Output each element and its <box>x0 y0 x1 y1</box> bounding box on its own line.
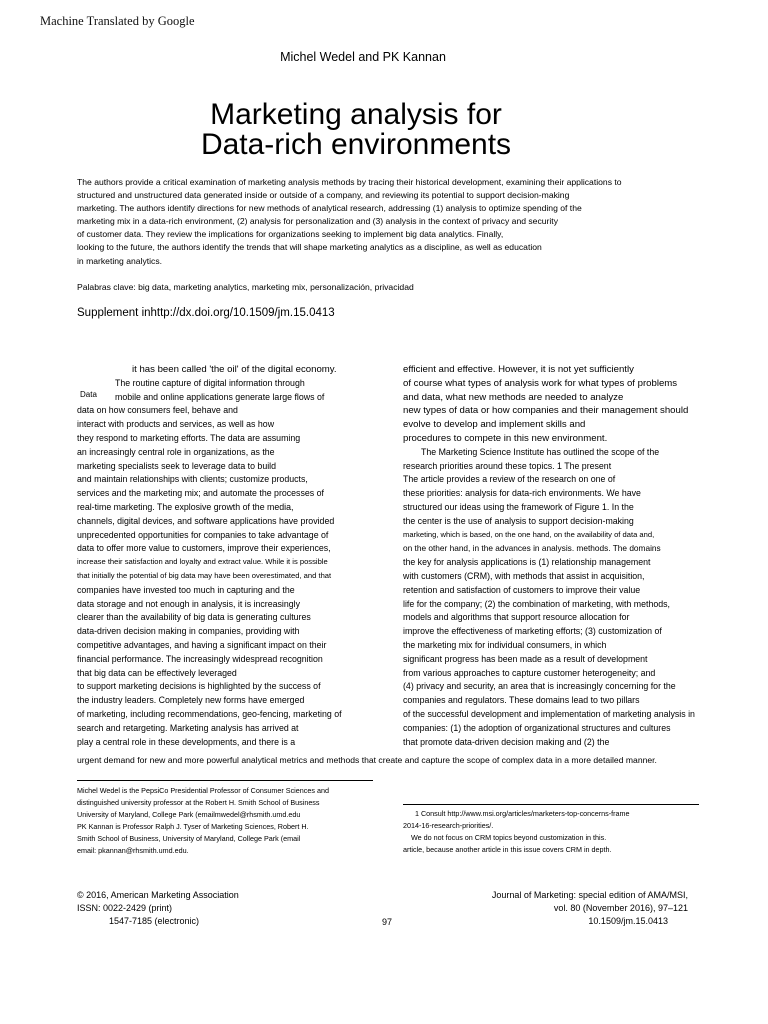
body-line: new types of data or how companies and their management should <box>403 405 689 417</box>
article-title <box>0 100 712 160</box>
body-line: from various approaches to capture customer heterogeneity; and <box>403 667 656 678</box>
footnote-rule-left <box>77 780 373 781</box>
body-line: services and the marketing mix; and automate the processes of <box>77 488 324 499</box>
page-number: 97 <box>382 917 393 927</box>
abstract-line: marketing. The authors identify directions for new methods of analytical research, addressing (1) analysis to optimize spending of the <box>77 203 582 214</box>
issn-print: ISSN: 0022-2429 (print) <box>77 903 173 913</box>
body-line: significant progress has been made as a result of development <box>403 653 648 664</box>
journal-volume: vol. 80 (November 2016), 97–121 <box>553 903 688 913</box>
body-line: real-time marketing. The explosive growth of the media, <box>77 502 294 512</box>
drop-cap-word: Data <box>80 390 97 399</box>
abstract-line: in marketing analytics. <box>77 255 163 266</box>
body-line: mobile and online applications generate large flows of <box>115 391 325 402</box>
body-line: it has been called 'the oil' of the digital economy. <box>132 364 337 375</box>
body-line: companies and regulators. These domains lead to two pillars <box>403 695 640 706</box>
body-line: efficient and effective. However, it is not yet sufficiently <box>403 364 634 375</box>
abstract-line: marketing mix in a data-rich environment, (2) analysis for personalization and (3) analysis in the context of privacy and security <box>77 216 558 227</box>
body-line: play a central role in these developments, and there is a <box>77 736 296 747</box>
body-line: of marketing, including recommendations, geo-fencing, marketing of <box>77 709 342 719</box>
footnote-line: We do not focus on CRM topics beyond customization in this. <box>411 833 607 842</box>
body-line: The Marketing Science Institute has outlined the scope of the <box>421 446 660 457</box>
author-note-line: email: pkannan@rhsmith.umd.edu. <box>77 846 189 855</box>
body-line: competitive advantages, and having a significant impact on their <box>77 640 327 650</box>
body-line: marketing specialists seek to leverage data to build <box>77 460 277 471</box>
body-line: channels, digital devices, and software applications have provided <box>77 515 335 526</box>
abstract-line: looking to the future, the authors identify the trends that will shape marketing analytics as a discipline, as well as education <box>77 242 542 253</box>
issn-electronic: 1547-7185 (electronic) <box>109 916 200 926</box>
body-line: the center is the use of analysis to support decision-making <box>403 515 634 526</box>
author-note-line: PK Kannan is Professor Ralph J. Tyser of Marketing Sciences, Robert H. <box>77 822 309 831</box>
footnote-line: article, because another article in this issue covers CRM in depth. <box>403 845 612 854</box>
body-line: they respond to marketing efforts. The data are assuming <box>77 433 301 443</box>
body-line: The routine capture of digital information through <box>115 377 305 388</box>
body-line: data storage and not enough in analysis, it is increasingly <box>77 598 300 609</box>
body-line: the marketing mix for individual consumers, in which <box>403 640 607 650</box>
title-line: Marketing analysis for <box>210 98 502 131</box>
body-line: that initially the potential of big data may have been overestimated, and that <box>77 571 332 580</box>
keywords: Palabras clave: big data, marketing analytics, marketing mix, personalización, privacidad <box>77 282 414 292</box>
body-line: unprecedented opportunities for companies to take advantage of <box>77 529 329 540</box>
body-line: life for the company; (2) the combination of marketing, with methods, <box>403 598 670 609</box>
abstract-line: structured and unstructured data generated inside or outside of a company, and reviewing its potential to support decision-making <box>77 190 570 201</box>
body-line: increase their satisfaction and loyalty and extract value. While it is possible <box>77 557 328 567</box>
body-line: the key for analysis applications is (1) relationship management <box>403 557 651 568</box>
copyright-line: © 2016, American Marketing Association <box>77 890 239 900</box>
body-line: and maintain relationships with clients; customize products, <box>77 474 308 485</box>
body-line: the industry leaders. Completely new forms have emerged <box>77 695 305 706</box>
abstract-line: of customer data. They review the implications for organizations seeking to implement big data analytics. Finally, <box>77 229 504 240</box>
journal-doi: 10.1509/jm.15.0413 <box>588 916 668 926</box>
copyright-block <box>77 889 239 928</box>
author-note-line: University of Maryland, College Park (emailmwedel@rhsmith.umd.edu <box>77 810 301 819</box>
machine-translation-banner: Machine Translated by Google <box>40 14 195 28</box>
body-line: companies: (1) the adoption of organizational structures and cultures <box>403 722 671 733</box>
body-line: data on how consumers feel, behave and <box>77 405 238 416</box>
body-line: these priorities: analysis for data-rich environments. We have <box>403 488 641 499</box>
title-line: Data-rich environments <box>200 128 512 161</box>
body-line: search and retargeting. Marketing analysis has arrived at <box>77 722 299 733</box>
body-line: procedures to compete in this new environment. <box>403 433 608 444</box>
body-line: models and algorithms that support resource allocation for <box>403 612 630 623</box>
body-line: to support marketing decisions is highlighted by the success of <box>77 681 321 692</box>
author-note-line: Michel Wedel is the PepsiCo Presidential Professor of Consumer Sciences and <box>77 786 329 795</box>
body-line: that big data can be effectively leveraged <box>77 667 237 678</box>
body-line: with customers (CRM), with methods that assist in acquisition, <box>403 571 645 581</box>
footnotes <box>403 808 630 856</box>
author-note-line: distinguished university professor at the Robert H. Smith School of Business <box>77 798 320 807</box>
body-line: retention and satisfaction of customers to improve their value <box>403 584 641 595</box>
body-line: clearer than the availability of big data is generating cultures <box>77 612 311 623</box>
body-line: of the successful development and implementation of marketing analysis in <box>403 709 695 719</box>
footnote-rule-right <box>403 804 699 805</box>
body-line: research priorities around these topics. 1 The present <box>403 460 612 471</box>
body-line: improve the effectiveness of marketing efforts; (3) customization of <box>403 626 662 637</box>
body-line: (4) privacy and security, an area that is increasingly concerning for the <box>403 681 676 692</box>
author-note-line: Smith School of Business, University of Maryland, College Park (email <box>77 834 301 843</box>
journal-name: Journal of Marketing: special edition of AMA/MSI, <box>491 890 688 900</box>
body-line: on the other hand, in the advances in analysis. methods. The domains <box>403 543 661 554</box>
footnote-line: 2014-16-research-priorities/. <box>403 821 494 830</box>
article-authors: Michel Wedel and PK Kannan <box>280 50 446 64</box>
body-line: that promote data-driven decision making and (2) the <box>403 736 610 747</box>
supplement-link[interactable]: Supplement inhttp://dx.doi.org/10.1509/jm.15.0413 <box>77 307 335 319</box>
body-line: of course what types of analysis work for what types of problems <box>403 377 678 389</box>
body-left-column <box>77 364 382 754</box>
footnote-line: 1 Consult http://www.msi.org/articles/marketers-top-concerns-frame <box>415 809 630 818</box>
body-line: interact with products and services, as well as how <box>77 419 275 430</box>
body-line: data-driven decision making in companies, providing with <box>77 626 300 637</box>
body-line: marketing, which is based, on the one hand, on the availability of data and, <box>403 529 655 539</box>
body-line: an increasingly central role in organizations, as the <box>77 446 275 457</box>
body-line: The article provides a review of the research on one of <box>403 474 616 485</box>
journal-block <box>440 889 688 928</box>
body-line: data to offer more value to customers, improve their experiences, <box>77 543 331 554</box>
abstract <box>77 176 697 268</box>
body-line: structured our ideas using the framework of Figure 1. In the <box>403 502 634 512</box>
body-line: and data, what new methods are needed to analyze <box>403 391 624 403</box>
body-right-column <box>403 364 733 754</box>
body-line: companies have invested too much in capturing and the <box>77 584 295 595</box>
full-width-line: urgent demand for new and more powerful analytical metrics and methods that create and capture the scope of complex data in a more detailed manner. <box>77 755 657 765</box>
abstract-line: The authors provide a critical examination of marketing analysis methods by tracing their historical development, examining their applications to <box>77 177 622 187</box>
body-line: evolve to develop and implement skills and <box>403 419 586 431</box>
body-line: financial performance. The increasingly widespread recognition <box>77 653 323 664</box>
author-notes <box>77 785 329 857</box>
